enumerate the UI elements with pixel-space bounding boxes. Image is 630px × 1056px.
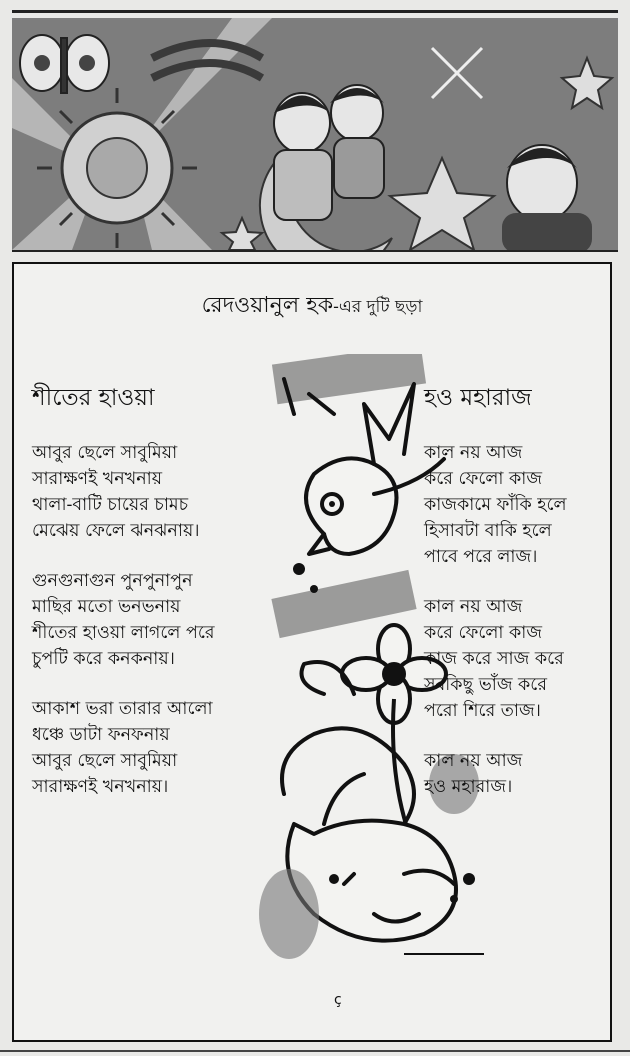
stanza (424, 440, 609, 570)
poem-line: পাবে পরে লাজ। (424, 547, 538, 567)
poem-title: শীতের হাওয়া (32, 385, 155, 411)
stanza (424, 748, 609, 800)
poem-line: আবুর ছেলে সাবুমিয়া (32, 751, 178, 771)
poem-line: কাজ করে সাজ করে (424, 649, 564, 669)
poem-line: করে ফেলো কাজ (424, 469, 543, 489)
poem-line: আবুর ছেলে সাবুমিয়া (32, 443, 178, 463)
poem-line: সবকিছু ভাঁজ করে (424, 675, 547, 695)
poem-line: কাল নয় আজ (424, 597, 523, 617)
article-card (12, 262, 612, 1042)
poem-line: করে ফেলো কাজ (424, 623, 543, 643)
poem-title: হও মহারাজ (424, 385, 532, 411)
poem-line: কাল নয় আজ (424, 751, 523, 771)
article-title-suffix: -এর দুটি ছড়া (333, 297, 423, 317)
poem-line: কাজকামে ফাঁকি হলে (424, 495, 567, 515)
banner-illustration (12, 18, 618, 252)
poem-line: মেঝেয় ফেলে ঝনঝনায়। (32, 521, 200, 541)
poem-line: শীতের হাওয়া লাগলে পরে (32, 623, 215, 643)
bottom-rule (0, 1050, 630, 1052)
top-rule (12, 10, 618, 13)
poem-line: থালা-বাটি চায়ের চামচ (32, 495, 189, 515)
poem-line: পরো শিরে তাজ। (424, 701, 541, 721)
svg-text:ç: ç (334, 992, 342, 1008)
poem-line: চুপটি করে কনকনায়। (32, 649, 175, 669)
poem-line: আকাশ ভরা তারার আলো (32, 699, 213, 719)
poem-line: সারাক্ষণই খনখনায়। (32, 777, 169, 797)
poem-line: সারাক্ষণই খনখনায় (32, 469, 163, 489)
children-illustration-icon (12, 18, 618, 250)
poem-line: মাছির মতো ভনভনায় (32, 597, 181, 617)
poem-line: কাল নয় আজ (424, 443, 523, 463)
stanza (424, 594, 609, 724)
poem-line: হও মহারাজ। (424, 777, 513, 797)
poem-hao-moharaj (424, 379, 609, 824)
poem-line: গুনগুনাগুন পুনপুনাপুন (32, 571, 193, 591)
article-title (14, 288, 610, 325)
poem-line: হিসাবটা বাকি হলে (424, 521, 552, 541)
article-title-main: রেদওয়ানুল হক (201, 293, 334, 318)
poem-line: ধঞ্চে ডাটা ফনফনায় (32, 725, 170, 745)
